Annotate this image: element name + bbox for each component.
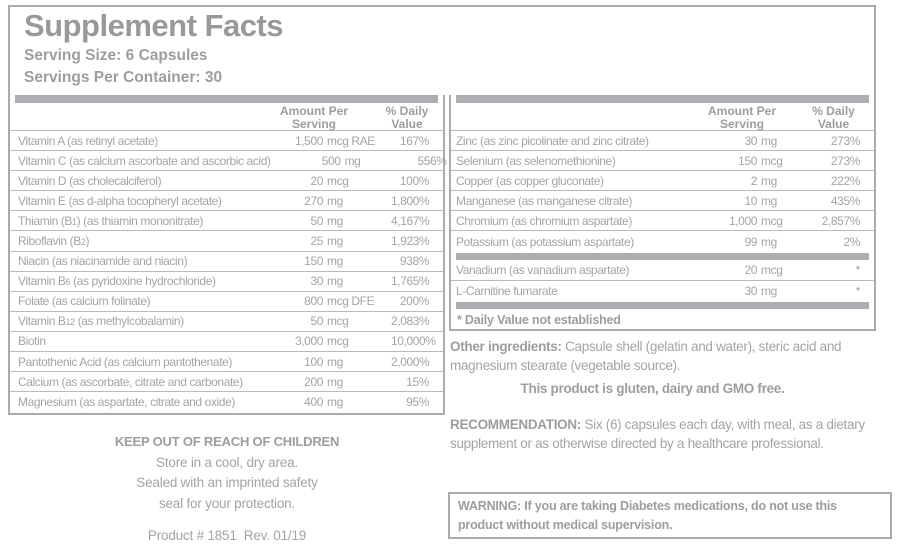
nutrient-name: Riboflavin (B2): [18, 234, 90, 249]
nutrient-name: Chromium (as chromium aspartate): [456, 213, 632, 228]
table-row: [451, 281, 874, 301]
daily-value: 15%: [406, 374, 429, 389]
amount-unit: mcg: [327, 314, 349, 329]
thick-divider-bar: [15, 95, 438, 103]
amount-value: 500: [321, 153, 341, 168]
other-ingredients: [450, 337, 900, 375]
daily-value: 938%: [399, 254, 429, 269]
nutrient-name: Niacin (as niacinamide and niacin): [18, 254, 188, 269]
amount-per-serving-header: Amount Per Serving: [279, 104, 348, 131]
amount-unit: mcg: [761, 263, 783, 278]
amount-unit: mcg: [761, 153, 783, 168]
storage-line: seal for your protection.: [158, 495, 296, 511]
amount-unit: mg: [344, 153, 361, 168]
minerals-table: [449, 95, 876, 331]
daily-value-header: % Daily Value: [812, 104, 855, 131]
nutrient-name: Vitamin C (as calcium ascorbate and ascorbic acid): [18, 153, 271, 168]
diabetes-warning-box: [448, 492, 892, 539]
amount-unit: mg: [327, 234, 343, 249]
table-row: [10, 292, 443, 312]
amount-unit: mg: [327, 254, 343, 269]
label-title: Supplement Facts: [24, 8, 283, 43]
daily-value: 200%: [399, 294, 429, 309]
amount-value: 30: [744, 133, 757, 148]
recommendation: [450, 416, 868, 453]
nutrient-name: Vitamin B12 (as methylcobalamin): [18, 314, 184, 329]
amount-unit: mg: [327, 374, 343, 389]
daily-value-header: % Daily Value: [385, 104, 429, 131]
amount-value: 99: [744, 234, 757, 249]
daily-value: 1,923%: [391, 234, 430, 249]
daily-value: 435%: [830, 193, 860, 208]
servings-per-container: Servings Per Container: 30: [24, 69, 223, 86]
other-ingredients-label: Other ingredients:: [450, 339, 562, 354]
nutrient-name: Calcium (as ascorbate, citrate and carbonate): [18, 374, 243, 389]
recommendation-label: RECOMMENDATION:: [450, 417, 581, 432]
daily-value: 273%: [830, 133, 860, 148]
amount-value: 1,000: [728, 213, 757, 228]
amount-value: 150: [738, 153, 757, 168]
thick-divider-bar: [456, 95, 869, 103]
table-row: [10, 272, 443, 292]
nutrient-name: Manganese (as manganese citrate): [456, 193, 632, 208]
table-row: [10, 231, 443, 251]
daily-value: 4,167%: [391, 213, 430, 228]
nutrient-name: Vitamin E (as d-alpha tocopheryl acetate): [18, 193, 222, 208]
daily-value: *: [855, 263, 860, 278]
vitamins-table: [8, 95, 445, 415]
amount-unit: mg: [761, 283, 777, 298]
amount-value: 200: [304, 374, 323, 389]
table-header-row: [451, 103, 874, 131]
daily-value: 100%: [399, 173, 429, 188]
nutrient-name: Vanadium (as vanadium aspartate): [456, 263, 630, 278]
amount-unit: mg: [761, 133, 777, 148]
daily-value: 10,000%: [391, 334, 436, 349]
daily-value: 1,800%: [391, 193, 430, 208]
amount-unit: mg: [761, 234, 777, 249]
amount-unit: mg: [327, 274, 343, 289]
amount-value: 100: [304, 354, 323, 369]
daily-value: 2%: [843, 234, 860, 249]
nutrient-name: Vitamin B6 (as pyridoxine hydrochloride): [18, 274, 216, 289]
amount-unit: mg: [327, 354, 343, 369]
table-row: [10, 312, 443, 332]
free-from-claim: This product is gluten, dairy and GMO free.: [520, 381, 785, 396]
amount-value: 50: [310, 314, 323, 329]
amount-unit: mg: [761, 173, 777, 188]
amount-value: 800: [304, 294, 323, 309]
daily-value: 95%: [406, 395, 429, 410]
storage-line: Store in a cool, dry area.: [156, 455, 298, 470]
amount-unit: mg: [327, 395, 343, 410]
warning-label: WARNING:: [458, 499, 521, 513]
amount-value: 3,000: [294, 334, 323, 349]
amount-per-serving-header: Amount Per Serving: [707, 104, 776, 131]
amount-unit: mg: [327, 213, 343, 228]
daily-value: 167%: [399, 133, 429, 148]
daily-value: 273%: [830, 153, 860, 168]
amount-value: 270: [304, 193, 323, 208]
nutrient-name: Vitamin A (as retinyl acetate): [18, 133, 158, 148]
storage-instructions: [62, 434, 392, 543]
nutrient-name: Copper (as copper gluconate): [456, 173, 604, 188]
keep-out-of-reach-warning: KEEP OUT OF REACH OF CHILDREN: [114, 434, 340, 449]
nutrient-name: Folate (as calcium folinate): [18, 294, 151, 309]
table-row: [451, 261, 874, 281]
vitamins-rows: [10, 131, 447, 412]
table-header-row: [10, 103, 443, 131]
nutrient-name: L-Carnitine fumarate: [456, 283, 558, 298]
amount-unit: mg: [761, 193, 777, 208]
daily-value: 2,083%: [391, 314, 430, 329]
nutrient-name: Selenium (as selenomethionine): [456, 153, 616, 168]
daily-value: 556%: [417, 153, 447, 168]
table-row: [10, 372, 443, 392]
other-ingredients-text: Capsule shell (gelatin and water), steric acid and magnesium stearate (vegetable source).: [450, 339, 842, 373]
amount-value: 30: [744, 283, 757, 298]
daily-value: 222%: [830, 173, 860, 188]
amount-value: 30: [310, 274, 323, 289]
amount-value: 10: [744, 193, 757, 208]
amount-value: 2: [750, 173, 757, 188]
daily-value-footnote: * Daily Value not established: [457, 312, 621, 327]
table-row: [451, 131, 874, 151]
amount-value: 400: [304, 395, 323, 410]
amount-unit: mcg: [761, 213, 783, 228]
amount-value: 1,500: [294, 133, 323, 148]
amount-value: 20: [310, 173, 323, 188]
amount-value: 150: [304, 254, 323, 269]
no-daily-value-rows: [451, 261, 874, 301]
storage-line: Sealed with an imprinted safety: [136, 475, 318, 491]
nutrient-name: Vitamin D (as cholecalciferol): [18, 173, 162, 188]
table-row: [451, 191, 874, 211]
table-row: [10, 171, 443, 191]
amount-value: 50: [310, 213, 323, 228]
table-row: [10, 332, 443, 352]
serving-size: Serving Size: 6 Capsules: [24, 47, 208, 64]
amount-unit: mcg RAE: [327, 133, 375, 148]
daily-value: 2,000%: [391, 354, 430, 369]
table-row: [451, 231, 874, 251]
amount-value: 20: [744, 263, 757, 278]
amount-unit: mcg: [327, 334, 349, 349]
warning-text: If you are taking Diabetes medications, do not use this product without medical supervision.: [458, 499, 837, 532]
nutrient-name: Thiamin (B1) (as thiamin mononitrate): [18, 213, 203, 228]
amount-unit: mg: [327, 193, 343, 208]
table-row: [10, 131, 443, 151]
nutrient-name: Potassium (as potassium aspartate): [456, 234, 634, 249]
daily-value: 1,765%: [391, 274, 430, 289]
nutrient-name: Pantothenic Acid (as calcium pantothenate): [18, 354, 233, 369]
table-row: [10, 252, 443, 272]
table-row: [451, 151, 874, 171]
nutrient-name: Zinc (as zinc picolinate and zinc citrate): [456, 133, 649, 148]
amount-unit: mcg DFE: [327, 294, 375, 309]
nutrient-name: Biotin: [18, 334, 46, 349]
daily-value: 2,857%: [821, 213, 860, 228]
minerals-rows: [451, 131, 874, 252]
daily-value: *: [855, 283, 860, 298]
product-number: Product # 1851 Rev. 01/19: [147, 527, 307, 543]
amount-value: 25: [310, 234, 323, 249]
table-row: [10, 392, 443, 412]
table-row: [10, 352, 443, 372]
amount-unit: mcg: [327, 173, 349, 188]
thick-divider-bar: [456, 253, 869, 260]
thick-divider-bar: [456, 302, 869, 309]
table-row: [10, 191, 443, 211]
table-row: [10, 151, 447, 171]
nutrient-name: Magnesium (as aspartate, citrate and oxide): [18, 395, 235, 410]
table-row: [451, 211, 874, 231]
table-row: [451, 171, 874, 191]
table-row: [10, 211, 443, 231]
recommendation-text: Six (6) capsules each day, with meal, as a dietary supplement or as otherwise directed by a healthcare professional.: [450, 417, 865, 451]
